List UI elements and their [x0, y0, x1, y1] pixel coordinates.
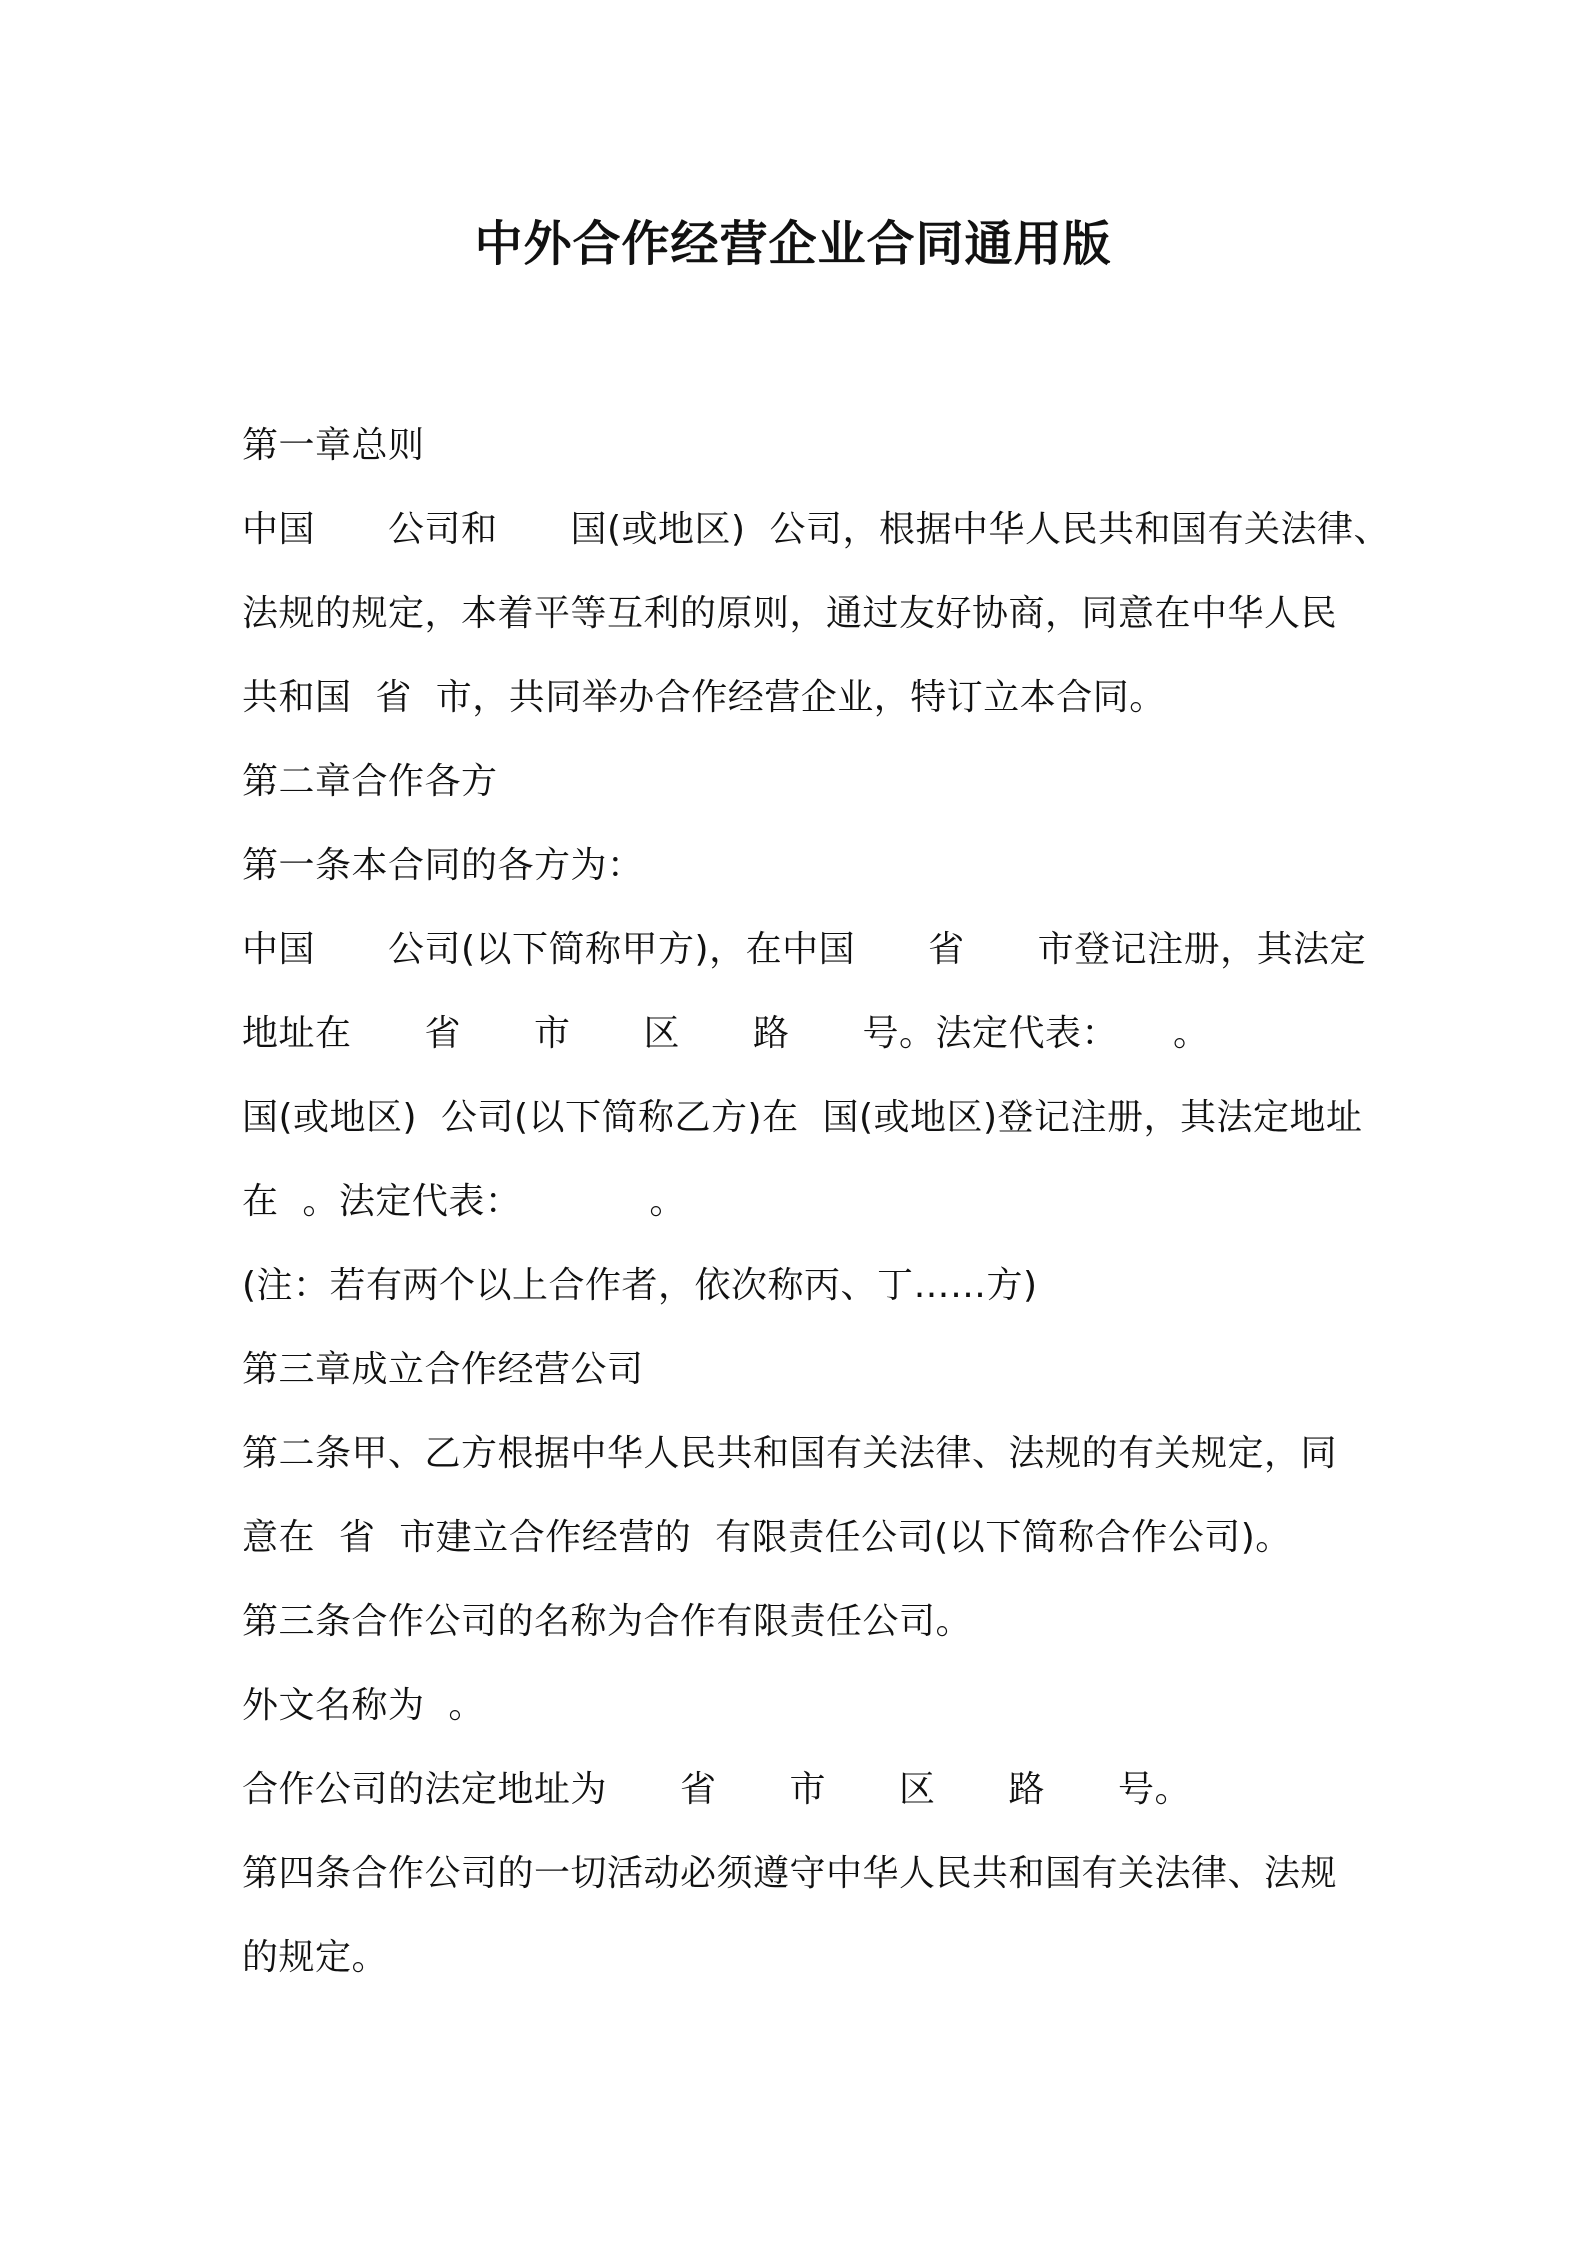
chapter-heading: 第一章总则: [242, 425, 425, 466]
paragraph-line: 的规定。: [242, 1937, 389, 1978]
document-title: 中外合作经营企业合同通用版: [474, 216, 1112, 272]
paragraph-line: 国(或地区) 公司(以下简称乙方)在 国(或地区)登记注册，其法定地址: [242, 1097, 1363, 1138]
paragraph-line: 中国 公司和 国(或地区) 公司，根据中华人民共和国有关法律、: [242, 509, 1390, 550]
chapter-heading: 第二章合作各方: [242, 761, 498, 802]
paragraph-line: 法规的规定，本着平等互利的原则，通过友好协商，同意在中华人民: [242, 593, 1338, 634]
paragraph-line: 意在 省 市建立合作经营的 有限责任公司(以下简称合作公司)。: [242, 1517, 1292, 1558]
paragraph-line: 在 。法定代表： 。: [242, 1181, 686, 1222]
article-line: 第一条本合同的各方为：: [242, 845, 644, 886]
chapter-heading: 第三章成立合作经营公司: [242, 1349, 644, 1390]
article-line: 第二条甲、乙方根据中华人民共和国有关法律、法规的有关规定，同: [242, 1433, 1338, 1474]
paragraph-line: 共和国 省 市，共同举办合作经营企业，特订立本合同。: [242, 677, 1166, 718]
article-line: 第四条合作公司的一切活动必须遵守中华人民共和国有关法律、法规: [242, 1853, 1338, 1894]
paragraph-line: 中国 公司(以下简称甲方)，在中国 省 市登记注册，其法定: [242, 929, 1367, 970]
note-line: (注：若有两个以上合作者，依次称丙、丁……方): [242, 1265, 1038, 1306]
paragraph-line: 外文名称为 。: [242, 1685, 485, 1726]
document-body: [242, 404, 1390, 2000]
article-line: 第三条合作公司的名称为合作有限责任公司。: [242, 1601, 973, 1642]
paragraph-line: 合作公司的法定地址为 省 市 区 路 号。: [242, 1769, 1192, 1810]
paragraph-line: 地址在 省 市 区 路 号。法定代表： 。: [242, 1013, 1210, 1054]
